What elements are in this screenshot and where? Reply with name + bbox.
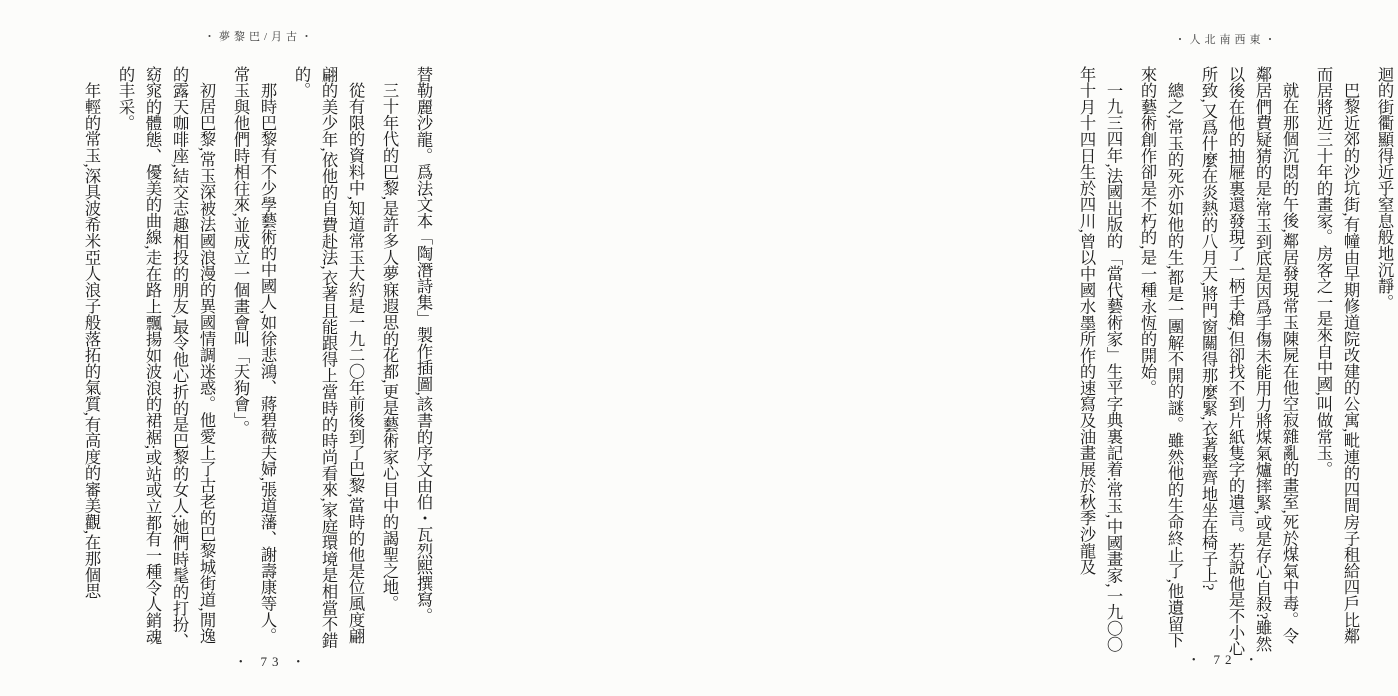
running-head-right: ・人北南西東・ — [1174, 34, 1280, 46]
right-page-text — [1038, 66, 1398, 658]
paragraph: 那時巴黎有不少學藝術的中國人,如徐悲鴻、蔣碧薇夫婦,張道藩、謝壽康等人。常玉與他們時相往來,並成立一個畫會叫「天狗會」。 — [231, 66, 277, 645]
paragraph: 巴黎近郊的沙坑街,有幢由早期修道院改建的公寓,毗連的四間房子租給四戶比鄰而居將近三十年的畫家。房客之一是來自中國,叫做常玉。 — [1314, 66, 1360, 645]
paragraph: 三十年代的巴黎,是許多人夢寐遐思的花都,更是藝術家心目中的謁聖之地。 — [380, 82, 399, 612]
paragraph: 一九三四年,法國出版的「當代藝術家」生平字典裏記着:常玉,中國畫家,一九〇〇年十月十四日生於四川,曾以中國水墨所作的速寫及油畫展於秋季沙龍及 — [1077, 66, 1123, 653]
paragraph: 初居巴黎,常玉深被法國浪漫的異國情調迷惑。他愛上了古老的巴黎城街道,閒逸的露天咖啡座,結交志趣相投的朋友,最令他心折的是巴黎的女人;她們時髦的打扮、窈窕的體態、優美的曲線,走在路上飄揚如波浪的裙裾;或站或立都有一種令人銷魂的丰采。 — [116, 66, 216, 649]
left-page — [0, 0, 492, 696]
paragraph: 年輕的常玉,深具波希米亞人浪子般落拓的氣質,有高度的審美觀,在那個思 — [82, 82, 101, 600]
right-page — [492, 0, 1394, 696]
left-page-text — [70, 66, 437, 658]
page-number-right: ・ 72 ・ — [1187, 652, 1263, 667]
paragraph: 替勒麗沙龍。爲法文本「陶潛詩集」製作插圖,該書的序文由伯・瓦烈熙撰寫。 — [414, 66, 433, 624]
paragraph: 就在那個沉悶的午後,鄰居發現常玉陳屍在他空寂雜亂的畫室,死於煤氣中毒。令鄰居們費疑猜的是:常玉到底是因爲手傷未能用力將煤氣爐摔緊,或是存心自殺?雖然以後在他的抽屜裏還發現了一柄手槍,但卻找不到片紙隻字的遺言。若說他是不小心所致,又爲什麼在炎熱的八月天,將門窗關得那麼緊,衣著整齊地坐在椅子上? — [1199, 66, 1299, 657]
paragraph: 迴的街衢顯得近乎窒息般地沉靜。 — [1375, 66, 1394, 311]
running-head-left: ・夢黎巴/月古・ — [203, 31, 317, 43]
paragraph: 從有限的資料中,知道常玉大約是一九二〇年前後到了巴黎,當時的他是位風度翩翩的美少年,依他的自費赴法,衣著且能跟得上當時的時尚看來,家庭環境是相當不錯的。 — [292, 66, 365, 649]
page-number-left: ・ 73 ・ — [234, 654, 310, 669]
paragraph: 總之,常玉的死亦如他的生,都是一團解不開的謎。雖然他的生命終止了,他遺留下來的藝術創作卻是不朽的,是一種永恆的開始。 — [1138, 66, 1184, 649]
